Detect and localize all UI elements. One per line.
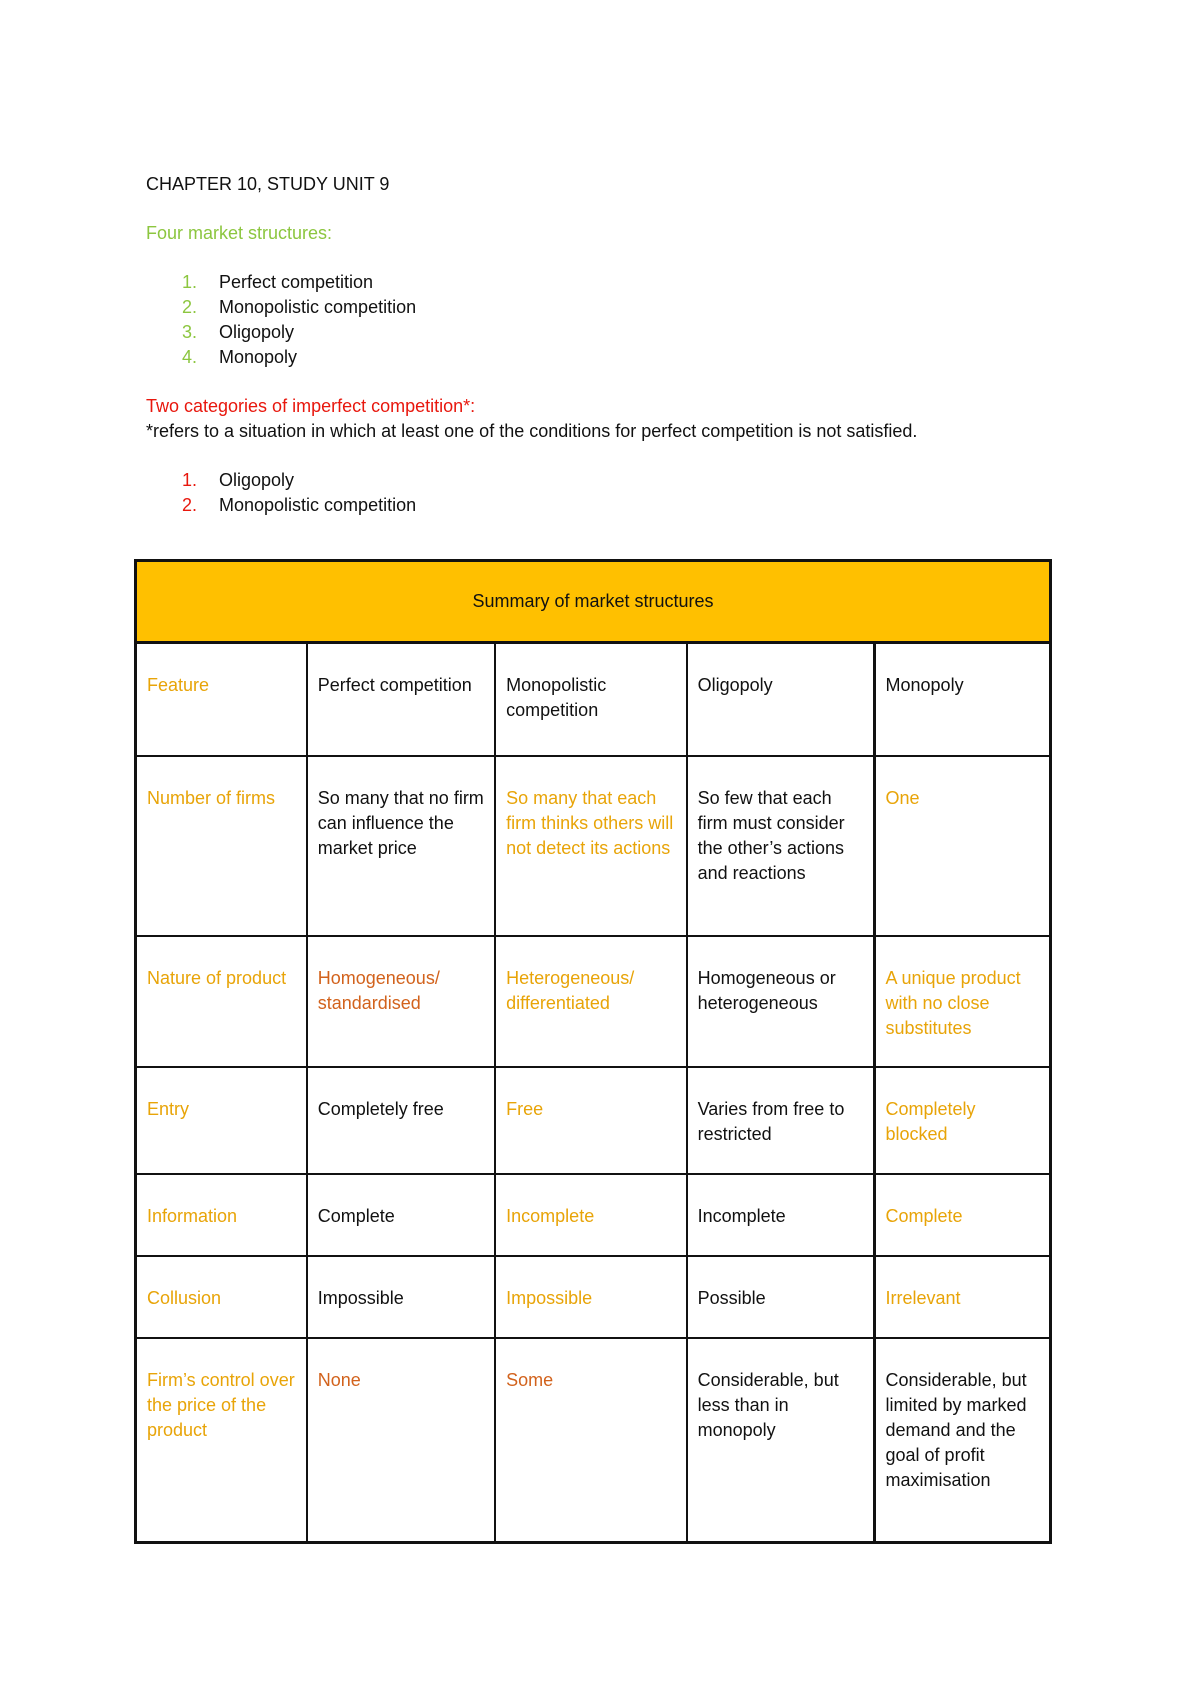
list-number: 3. [182,322,198,342]
row-label-collusion: Collusion [136,1256,307,1338]
list-item [146,345,1066,370]
summary-table [134,559,1052,1544]
table-cell: Impossible [495,1256,686,1338]
list-item-label: Monopoly [219,347,298,367]
table-row [136,756,1051,936]
list-number: 2. [182,297,198,317]
list-item [146,320,1066,345]
table-cell: None [307,1338,495,1543]
imperfect-note: *refers to a situation in which at least one of the conditions for perfect competition is not satisfied. [146,421,918,441]
list-item [146,468,1066,493]
row-label-price-control: Firm’s control over the price of the product [136,1338,307,1543]
four-structures-heading: Four market structures: [146,223,333,243]
row-label-nature-of-product: Nature of product [136,936,307,1067]
row-label-information: Information [136,1174,307,1256]
list-item-label: Oligopoly [219,322,295,342]
table-cell: Completely blocked [874,1067,1050,1174]
table-row [136,936,1051,1067]
table-row [136,1174,1051,1256]
column-header-feature: Feature [136,643,307,756]
list-item-label: Oligopoly [219,470,295,490]
four-structures-list [146,270,1066,370]
list-number: 2. [182,495,198,515]
table-cell: A unique product with no close substitutes [874,936,1050,1067]
column-header-perfect-competition: Perfect competition [307,643,495,756]
imperfect-heading: Two categories of imperfect competition*: [146,396,476,416]
list-item-label: Perfect competition [219,272,374,292]
list-item-label: Monopolistic competition [219,495,417,515]
page-content [146,172,1066,542]
table-cell: Incomplete [687,1174,874,1256]
column-header-monopolistic-competition: Monopolistic competition [495,643,686,756]
table-cell: Considerable, but limited by marked demand and the goal of profit maximisation [874,1338,1050,1543]
table-cell: Considerable, but less than in monopoly [687,1338,874,1543]
table-row [136,1338,1051,1543]
table-cell: Irrelevant [874,1256,1050,1338]
column-header-oligopoly: Oligopoly [687,643,874,756]
list-number: 1. [182,272,198,292]
list-item [146,295,1066,320]
table-title: Summary of market structures [136,561,1051,643]
table-cell: So many that each firm thinks others will not detect its actions [495,756,686,936]
table-cell: So few that each firm must consider the other’s actions and reactions [687,756,874,936]
list-item [146,270,1066,295]
table-row [136,1256,1051,1338]
list-number: 4. [182,347,198,367]
table-cell: Complete [874,1174,1050,1256]
table-cell: Complete [307,1174,495,1256]
chapter-title: CHAPTER 10, STUDY UNIT 9 [146,174,390,194]
list-number: 1. [182,470,198,490]
table-cell: Homogeneous or heterogeneous [687,936,874,1067]
table-cell: So many that no firm can influence the market price [307,756,495,936]
table-header-row [136,643,1051,756]
table-cell: Heterogeneous/ differentiated [495,936,686,1067]
table-cell: Free [495,1067,686,1174]
table-cell: One [874,756,1050,936]
imperfect-list [146,468,1066,518]
table-cell: Incomplete [495,1174,686,1256]
table-cell: Varies from free to restricted [687,1067,874,1174]
list-item-label: Monopolistic competition [219,297,417,317]
imperfect-block [146,394,1066,444]
table-cell: Impossible [307,1256,495,1338]
table-cell: Possible [687,1256,874,1338]
row-label-number-of-firms: Number of firms [136,756,307,936]
list-item [146,493,1066,518]
table-cell: Completely free [307,1067,495,1174]
table-row [136,1067,1051,1174]
table-cell: Some [495,1338,686,1543]
row-label-entry: Entry [136,1067,307,1174]
column-header-monopoly: Monopoly [874,643,1050,756]
table-cell: Homogeneous/ standardised [307,936,495,1067]
